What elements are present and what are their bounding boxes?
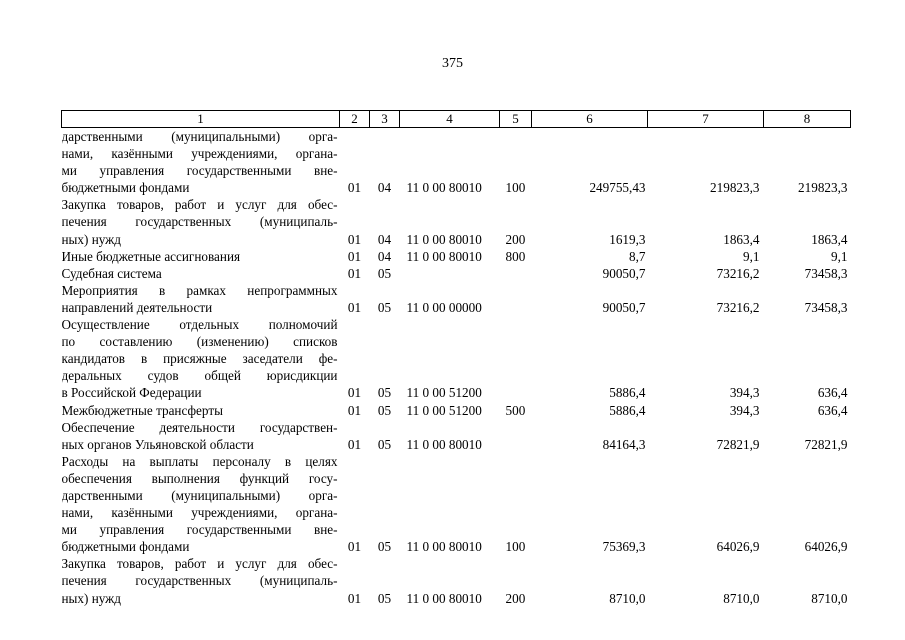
expense-type-code: 800	[505, 248, 526, 264]
row-name-line: нами, казёнными учреждениями, органа-	[61, 505, 338, 521]
expense-type-code: 500	[505, 402, 526, 418]
row-name-line: ми управления государственными вне-	[61, 522, 338, 538]
table-header-row	[62, 111, 851, 128]
row-name-line: ных) нужд	[61, 590, 121, 606]
row-name	[62, 248, 340, 265]
target-article-code: 11 0 00 80010	[406, 180, 482, 196]
expense-type-code	[500, 419, 532, 453]
table-row	[62, 265, 851, 282]
amount-col-8: 72821,9	[804, 436, 848, 452]
amount-col-6: 90050,7	[602, 265, 646, 281]
target-article-code: 11 0 00 51200	[406, 385, 482, 401]
amount-col-7: 73216,2	[716, 265, 760, 281]
row-name-line: дарственными (муниципальными) орга-	[61, 129, 338, 144]
subsection-code: 05	[377, 265, 392, 281]
row-name-line: печения государственных (муниципаль-	[61, 573, 338, 589]
row-name-line: Иные бюджетные ассигнования	[61, 248, 241, 264]
section-code: 01	[347, 385, 362, 401]
section-code: 01	[347, 590, 362, 606]
row-name	[62, 453, 340, 556]
table-row	[62, 248, 851, 265]
amount-col-6: 90050,7	[602, 299, 646, 315]
row-name-line: обеспечения выполнения функций госу-	[61, 470, 338, 486]
amount-col-8: 9,1	[831, 248, 848, 264]
column-header-5: 5	[500, 111, 532, 128]
amount-col-8: 73458,3	[804, 265, 848, 281]
row-name	[62, 316, 340, 401]
section-code: 01	[347, 265, 362, 281]
row-name-line: ных) нужд	[61, 231, 121, 247]
amount-col-6: 8,7	[629, 248, 646, 264]
row-name-line: ми управления государственными вне-	[61, 163, 338, 179]
amount-col-7: 9,1	[743, 248, 760, 264]
target-article-code: 11 0 00 80010	[406, 436, 482, 452]
amount-col-8: 219823,3	[798, 180, 848, 196]
amount-col-7: 394,3	[729, 402, 760, 418]
row-name	[62, 128, 340, 197]
row-name-line: Межбюджетные трансферты	[61, 402, 223, 418]
target-article-code	[400, 265, 500, 282]
row-name	[62, 196, 340, 247]
table-row	[62, 555, 851, 606]
target-article-code: 11 0 00 00000	[406, 299, 482, 315]
row-name	[62, 402, 340, 419]
table-row	[62, 316, 851, 401]
expense-type-code	[500, 265, 532, 282]
expense-type-code: 100	[505, 180, 526, 196]
column-header-7: 7	[648, 111, 764, 128]
subsection-code: 05	[377, 385, 392, 401]
row-name-line: направлений деятельности	[61, 299, 213, 315]
amount-col-6: 1619,3	[609, 231, 646, 247]
row-name-line: Закупка товаров, работ и услуг для обес-	[61, 556, 338, 572]
row-name-line: бюджетными фондами	[61, 539, 190, 555]
table-row	[62, 282, 851, 316]
amount-col-8: 73458,3	[804, 299, 848, 315]
subsection-code: 04	[377, 248, 392, 264]
row-name-line: в Российской Федерации	[61, 385, 202, 401]
expense-type-code: 200	[505, 590, 526, 606]
row-name	[62, 555, 340, 606]
row-name-line: нами, казёнными учреждениями, органа-	[61, 146, 338, 162]
amount-col-6: 5886,4	[609, 402, 646, 418]
amount-col-8: 1863,4	[811, 231, 848, 247]
row-name-line: Расходы на выплаты персоналу в целях	[61, 453, 338, 469]
amount-col-8: 8710,0	[811, 590, 848, 606]
amount-col-7: 73216,2	[716, 299, 760, 315]
section-code: 01	[347, 180, 362, 196]
column-header-1: 1	[62, 111, 340, 128]
amount-col-6: 84164,3	[602, 436, 646, 452]
amount-col-6: 75369,3	[602, 539, 646, 555]
page-number: 375	[442, 56, 463, 71]
amount-col-8: 636,4	[817, 402, 848, 418]
subsection-code: 05	[377, 402, 392, 418]
table-row	[62, 402, 851, 419]
target-article-code: 11 0 00 80010	[406, 248, 482, 264]
row-name-line: по составлению (изменению) списков	[61, 334, 338, 350]
table-body	[62, 128, 851, 607]
expense-type-code: 200	[505, 231, 526, 247]
amount-col-8: 636,4	[817, 385, 848, 401]
target-article-code: 11 0 00 51200	[406, 402, 482, 418]
expense-type-code: 100	[505, 539, 526, 555]
row-name	[62, 282, 340, 316]
section-code: 01	[347, 231, 362, 247]
column-header-2: 2	[340, 111, 370, 128]
table-row	[62, 128, 851, 197]
row-name-line: Закупка товаров, работ и услуг для обес-	[61, 197, 338, 213]
section-code: 01	[347, 299, 362, 315]
row-name-line: кандидатов в присяжные заседатели фе-	[61, 351, 338, 367]
target-article-code: 11 0 00 80010	[406, 590, 482, 606]
section-code: 01	[347, 402, 362, 418]
amount-col-7: 72821,9	[716, 436, 760, 452]
amount-col-6: 8710,0	[609, 590, 646, 606]
subsection-code: 05	[377, 299, 392, 315]
amount-col-6: 5886,4	[609, 385, 646, 401]
row-name-line: печения государственных (муниципаль-	[61, 214, 338, 230]
row-name-line: дарственными (муниципальными) орга-	[61, 487, 338, 503]
row-name-line: ных органов Ульяновской области	[61, 436, 254, 452]
section-code: 01	[347, 539, 362, 555]
row-name	[62, 419, 340, 453]
row-name	[62, 265, 340, 282]
section-code: 01	[347, 248, 362, 264]
table-row	[62, 419, 851, 453]
amount-col-7: 219823,3	[710, 180, 760, 196]
budget-table	[61, 110, 851, 607]
column-header-8: 8	[764, 111, 851, 128]
row-name-line: Обеспечение деятельности государствен-	[61, 419, 338, 435]
expense-type-code	[500, 282, 532, 316]
column-header-3: 3	[370, 111, 400, 128]
subsection-code: 04	[377, 180, 392, 196]
amount-col-7: 1863,4	[723, 231, 760, 247]
row-name-line: Мероприятия в рамках непрограммных	[61, 282, 338, 298]
amount-col-7: 394,3	[729, 385, 760, 401]
section-code: 01	[347, 436, 362, 452]
subsection-code: 05	[377, 590, 392, 606]
target-article-code: 11 0 00 80010	[406, 231, 482, 247]
amount-col-7: 64026,9	[716, 539, 760, 555]
subsection-code: 05	[377, 539, 392, 555]
target-article-code: 11 0 00 80010	[406, 539, 482, 555]
amount-col-8: 64026,9	[804, 539, 848, 555]
table-row	[62, 453, 851, 556]
amount-col-7: 8710,0	[723, 590, 760, 606]
row-name-line: бюджетными фондами	[61, 180, 190, 196]
table-row	[62, 196, 851, 247]
expense-type-code	[500, 316, 532, 401]
column-header-4: 4	[400, 111, 500, 128]
row-name-line: Судебная система	[61, 265, 162, 281]
row-name-line: деральных судов общей юрисдикции	[61, 368, 338, 384]
subsection-code: 04	[377, 231, 392, 247]
amount-col-6: 249755,43	[589, 180, 646, 196]
subsection-code: 05	[377, 436, 392, 452]
row-name-line: Осуществление отдельных полномочий	[61, 317, 338, 333]
column-header-6: 6	[532, 111, 648, 128]
